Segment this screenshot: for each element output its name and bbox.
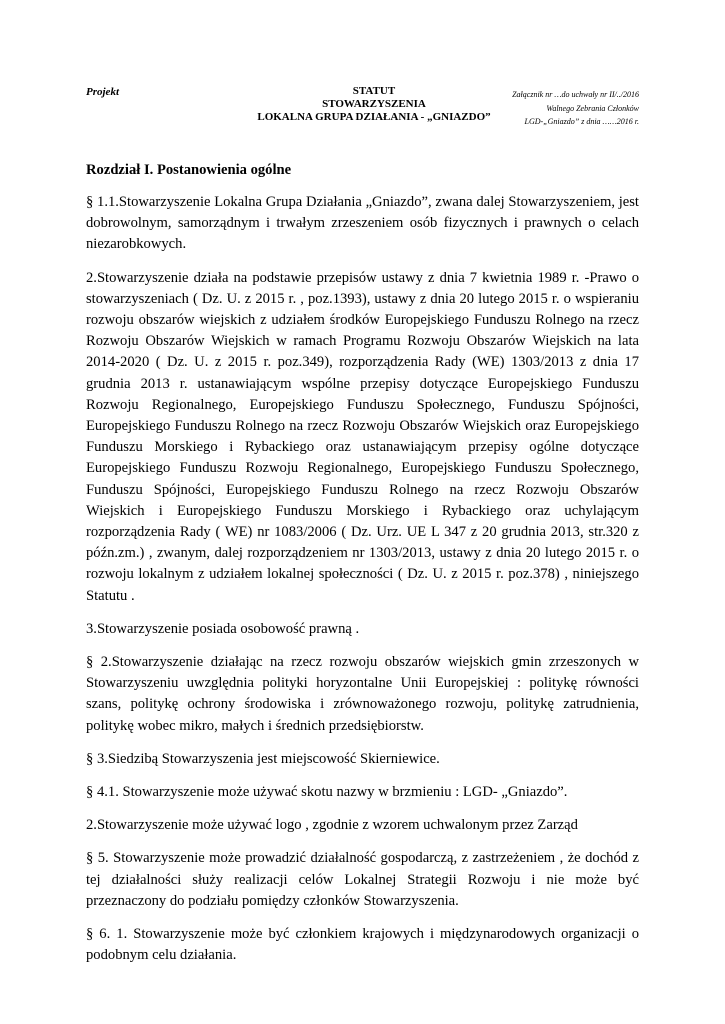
paragraph-1-3: 3.Stowarzyszenie posiada osobowość prawną . xyxy=(86,620,360,637)
paragraph-1-2: 2.Stowarzyszenie działa na podstawie przepisów ustawy z dnia 7 kwietnia 1989 r. -Prawo o stowarzyszeniach ( Dz. U. z 2015 r. , poz.1393), ustawy z dnia 20 lutego 2015 r. o wspieraniu rozwoju obszarów wiejskich z udziałem środków Europejskiego Funduszu Rolnego na rzecz Rozwoju Obszarów Wiejskich w ramach Programu Rozwoju Obszarów Wiejskich na lata 2014-2020 ( Dz. U. z 2015 r. poz.349), rozporządzenia Rady (WE) 1303/2013 z dnia 17 grudnia 2013 r. ustanawiającym wspólne przepisy dotyczące Europejskiego Funduszu Rozwoju Regionalnego, Europejskiego Funduszu Społecznego, Funduszu Spójności, Europejskiego Funduszu Rolnego na rzecz Rozwoju Obszarów Wiejskich oraz Europejskiego Funduszu Morskiego i Rybackiego oraz ustanawiającym przepisy ogólne dotyczące Europejskiego Funduszu Rozwoju Regionalnego, Europejskiego Funduszu Społecznego, Funduszu Spójności, Europejskiego Funduszu Rolnego na rzecz Rozwoju Obszarów Wiejskich i Europejskiego Funduszu Morskiego i Rybackiego oraz uchylającym rozporządzenia Rady ( WE) nr 1083/2006 ( Dz. Urz. UE L 347 z 20 grudnia 2013, str.320 z późn.zm.) , zwanym, dalej rozporządzeniem nr 1303/2013, ustawy z dnia 20 lutego 2015 r. o rozwoju lokalnym z udziałem lokalnej społeczności ( Dz. U. z 2015 r. poz.378) , niniejszego Statutu . xyxy=(86,269,639,604)
paragraph-4-1: § 4.1. Stowarzyszenie może używać skotu nazwy w brzmieniu : LGD- „Gniazdo”. xyxy=(86,784,568,801)
title-line-2: STOWARZYSZENIA xyxy=(322,98,426,110)
paragraph-6-1: § 6. 1. Stowarzyszenie może być członkiem krajowych i międzynarodowych organizacji o podobnym celu działania. xyxy=(86,926,639,964)
paragraph-2: § 2.Stowarzyszenie działając na rzecz rozwoju obszarów wiejskich gmin zrzeszonych w Stowarzyszeniu uwzględnia polityki horyzontalne Unii Europejskiej : politykę równości szans, politykę ochrony środowiska i zrównoważonego rozwoju, politykę zatrudnienia, politykę wobec mikro, małych i średnich przedsiębiorstw. xyxy=(86,654,639,734)
title-line-3: LOKALNA GRUPA DZIAŁANIA - „GNIAZDO” xyxy=(257,111,491,123)
paragraph-5: § 5. Stowarzyszenie może prowadzić działalność gospodarczą, z zastrzeżeniem , że dochód z tej działalności służy realizacji celów Lokalnej Strategii Rozwoju i nie może być przeznaczony do podziału pomiędzy członków Stowarzyszenia. xyxy=(86,850,639,909)
paragraph-1-1: § 1.1.Stowarzyszenie Lokalna Grupa Działania „Gniazdo”, zwana dalej Stowarzyszeniem, jest dobrowolnym, samorządnym i trwałym zrzeszeniem osób fizycznych i prawnych o celach niezarobkowych. xyxy=(86,194,639,253)
annex-note-line-2: Walnego Zebrania Członków xyxy=(546,103,639,113)
annex-note-line-3: LGD-„Gniazdo” z dnia ……2016 r. xyxy=(524,117,639,126)
paragraph-3: § 3.Siedzibą Stowarzyszenia jest miejscowość Skierniewice. xyxy=(86,750,440,767)
annex-note xyxy=(469,88,639,129)
title-line-1: STATUT xyxy=(352,85,396,97)
project-label: Projekt xyxy=(86,86,119,98)
paragraph-4-2: 2.Stowarzyszenie może używać logo , zgodnie z wzorem uchwalonym przez Zarząd xyxy=(86,817,578,834)
statute-body xyxy=(86,160,639,979)
annex-note-line-1: Załącznik nr …do uchwały nr II/../2016 xyxy=(512,90,639,99)
chapter-title: Rozdział I. Postanowienia ogólne xyxy=(86,162,292,178)
